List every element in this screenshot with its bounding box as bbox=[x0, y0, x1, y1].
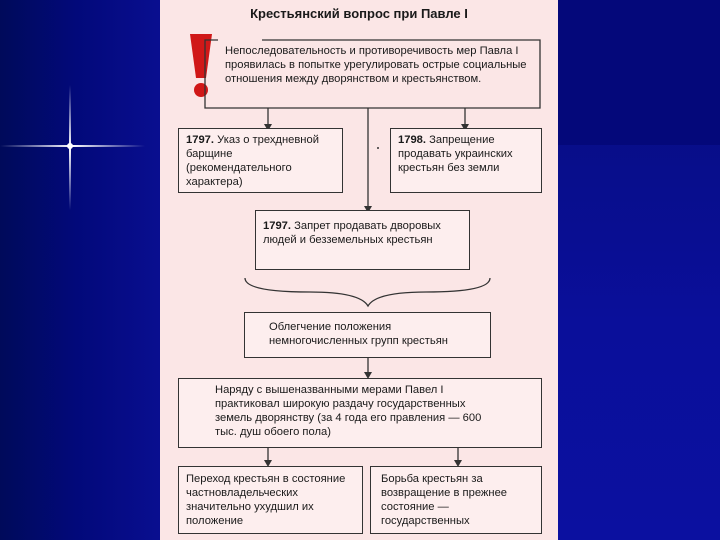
grants-text: Наряду с вышеназванными мерами Павел I практиковал широкую раздачу государственных земель дворянству (за 4 года его правления — 600 тыс. душ обоего пола) bbox=[215, 384, 482, 438]
intro-box bbox=[218, 40, 540, 108]
relief-text: Облегчение положения немногочисленных групп крестьян bbox=[269, 321, 448, 347]
page-title: Крестьянский вопрос при Павле I bbox=[250, 6, 468, 21]
outcome-left-box bbox=[178, 466, 363, 534]
grants-box bbox=[178, 378, 542, 448]
background-top-right bbox=[555, 0, 720, 145]
diagram-panel bbox=[160, 0, 558, 540]
intro-text: Непоследовательность и противоречивость мер Павла I проявилась в попытке урегулировать острые социальные отношения между дворянством и крестьянством. bbox=[225, 45, 527, 85]
ban-1798-text: Запрещение продавать украинских крестьян без земли bbox=[398, 134, 513, 174]
ban-1797-year: 1797. bbox=[263, 220, 291, 232]
outcome-right-box bbox=[370, 466, 542, 534]
ukaz-text: Указ о трехдневной барщине (рекомендательного характера) bbox=[186, 134, 319, 188]
relief-box bbox=[244, 312, 491, 358]
ukaz-year: 1797. bbox=[186, 134, 214, 146]
outcome-right-text: Борьба крестьян за возвращение в прежнее состояние — государственных bbox=[381, 473, 508, 527]
sparkle-icon bbox=[0, 0, 160, 300]
ukaz-1797-box bbox=[178, 128, 343, 193]
ban-1797-text: Запрет продавать дворовых людей и безземельных крестьян bbox=[263, 220, 441, 246]
ban-1797-box bbox=[255, 210, 470, 270]
ban-1798-box bbox=[390, 128, 542, 193]
ban-1798-year: 1798. bbox=[398, 134, 426, 146]
outcome-left-text: Переход крестьян в состояние частновладельческих значительно ухудшил их положение bbox=[186, 473, 346, 527]
